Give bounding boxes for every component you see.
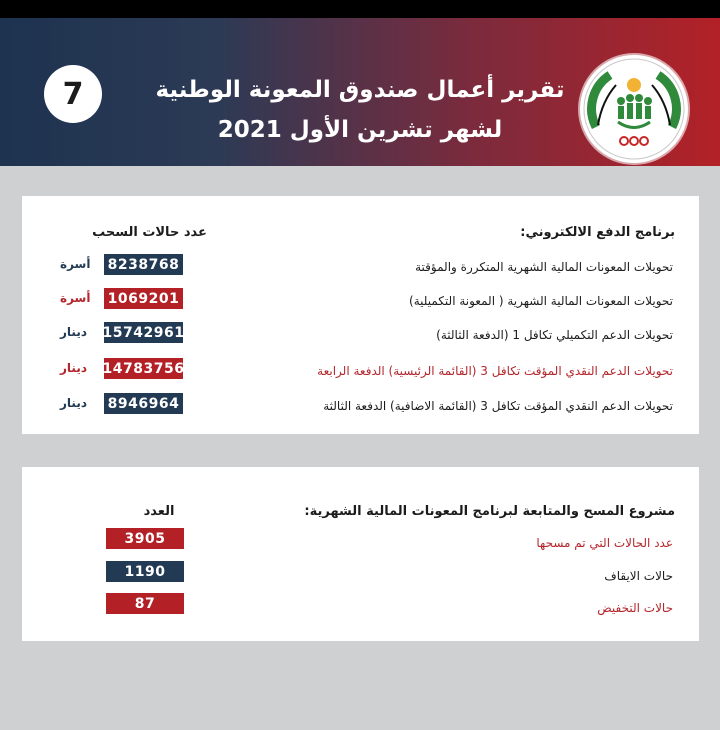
count-column-header: العدد (143, 504, 175, 519)
payment-row-label: تحويلات الدعم النقدي المؤقت تكافل 3 (القائمة الرئيسية) الدفعة الرابعة (317, 364, 673, 378)
payment-row-value: 8946964 (104, 393, 183, 414)
payment-program-card (22, 196, 699, 434)
payment-row-label: تحويلات الدعم النقدي المؤقت تكافل 3 (القائمة الاضافية) الدفعة الثالثة (323, 399, 673, 413)
payment-row-unit: أسرة (60, 257, 91, 271)
payment-row-value: 14783756 (104, 358, 183, 379)
survey-project-card (22, 467, 699, 641)
payment-row-unit: دينار (60, 396, 87, 410)
page-number-badge (44, 65, 102, 123)
report-title (150, 70, 570, 150)
survey-row-value: 3905 (106, 528, 184, 549)
survey-row-label: حالات التخفيض (597, 601, 673, 615)
payment-row-value: 1069201 (104, 288, 183, 309)
withdrawals-column-header: عدد حالات السحب (92, 225, 207, 240)
page-number: 7 (62, 76, 84, 112)
logo-emblem-icon (580, 55, 688, 163)
national-aid-fund-logo (580, 55, 688, 163)
payment-row-value: 8238768 (104, 254, 183, 275)
survey-row-label: حالات الايقاف (604, 569, 673, 583)
payment-row-label: تحويلات الدعم التكميلي تكافل 1 (الدفعة الثالثة) (436, 328, 673, 342)
survey-project-heading: مشروع المسح والمتابعة لبرنامج المعونات المالية الشهرية: (304, 504, 675, 519)
title-line-1: تقرير أعمال صندوق المعونة الوطنية (155, 77, 565, 103)
top-bar (0, 0, 720, 18)
title-line-2: لشهر تشرين الأول 2021 (217, 117, 503, 143)
survey-row-value: 1190 (106, 561, 184, 582)
survey-row-value: 87 (106, 593, 184, 614)
survey-row-label: عدد الحالات التي تم مسحها (536, 536, 673, 550)
payment-row-unit: دينار (60, 361, 87, 375)
payment-row-value: 15742961 (104, 322, 183, 343)
payment-row-unit: أسرة (60, 291, 91, 305)
payment-program-heading: برنامج الدفع الالكتروني: (520, 225, 675, 240)
payment-row-unit: دينار (60, 325, 87, 339)
payment-row-label: تحويلات المعونات المالية الشهرية المتكررة والمؤقتة (415, 260, 673, 274)
report-header (0, 18, 720, 166)
payment-row-label: تحويلات المعونات المالية الشهرية ( المعونة التكميلية) (409, 294, 673, 308)
